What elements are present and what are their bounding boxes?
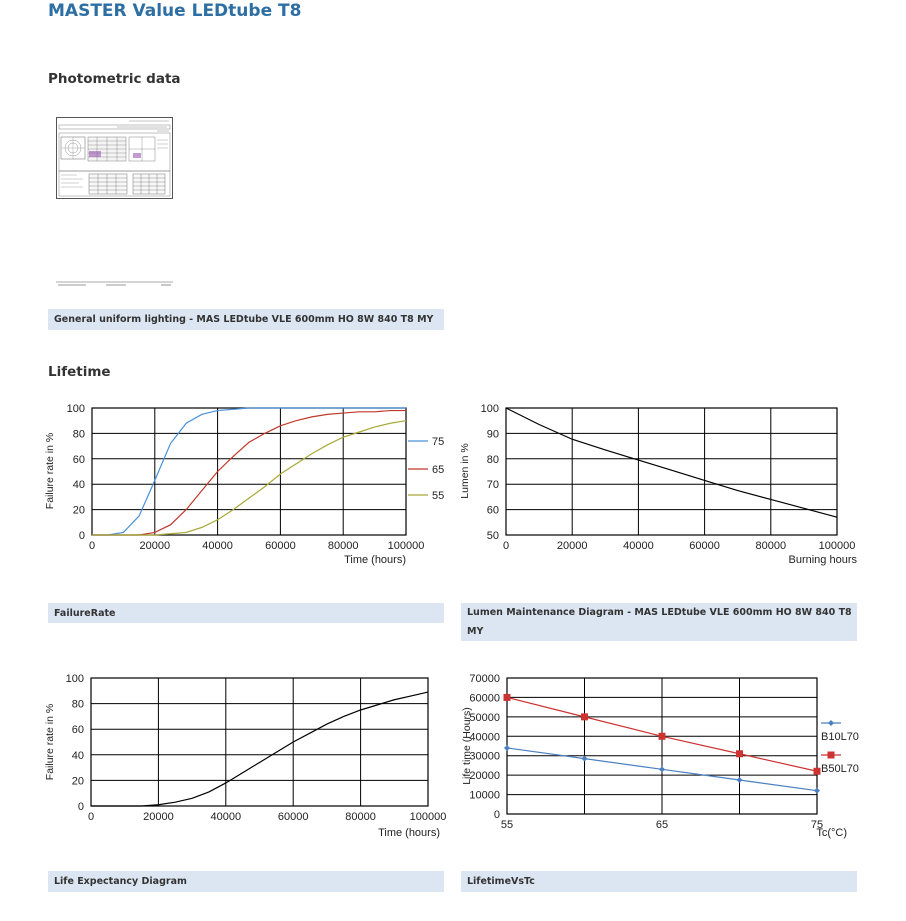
- legend-marker: [828, 720, 834, 726]
- y-tick-label: 100: [480, 403, 499, 415]
- y-tick-label: 20: [72, 504, 85, 517]
- x-tick-label: 0: [502, 540, 510, 552]
- x-tick-label: 100000: [387, 540, 425, 552]
- x-tick-label: 60000: [265, 540, 296, 552]
- x-tick-label: 40000: [623, 540, 654, 552]
- page-title: MASTER Value LEDtube T8: [48, 1, 302, 21]
- lumen-caption-line2: MY: [467, 626, 484, 637]
- plot-area-border: [91, 678, 428, 806]
- lifetime-vs-tc-caption: LifetimeVsTc: [461, 871, 857, 892]
- y-tick-label: 80: [71, 698, 84, 711]
- x-tick-label: 60000: [689, 540, 720, 552]
- x-tick-label: 0: [88, 540, 96, 552]
- y-tick-label: 100: [66, 403, 85, 415]
- legend-label: 75: [432, 436, 445, 448]
- plot-area-border: [506, 408, 837, 535]
- y-tick-label: 20000: [469, 770, 500, 783]
- x-tick-label: 80000: [327, 540, 359, 552]
- x-tick-label: 20000: [143, 811, 174, 823]
- y-tick-label: 50: [486, 530, 499, 542]
- data-point-diamond: [659, 766, 665, 772]
- x-tick-label: 40000: [202, 540, 233, 552]
- datasheet-thumbnail-graphic: [57, 118, 172, 198]
- data-point-diamond: [582, 756, 588, 762]
- y-tick-label: 10000: [469, 789, 500, 802]
- x-tick-label: 60000: [277, 811, 309, 823]
- data-point-square: [814, 768, 821, 775]
- y-axis-label: Failure rate in %: [44, 432, 56, 510]
- photometric-datasheet-thumbnail: [56, 117, 173, 199]
- failure-rate-caption: FailureRate: [48, 603, 444, 623]
- failure-rate-chart: [40, 398, 450, 573]
- y-axis-label: Life time (Hours): [461, 707, 473, 785]
- y-tick-label: 80: [486, 453, 499, 466]
- y-tick-label: 40000: [469, 731, 500, 744]
- x-tick-label: 55: [500, 819, 514, 831]
- data-point-diamond: [504, 745, 510, 751]
- y-tick-label: 60: [72, 453, 85, 466]
- legend-label: 65: [432, 464, 445, 476]
- y-tick-label: 30000: [469, 750, 500, 763]
- x-axis-label: Tc(°C): [816, 827, 847, 839]
- x-tick-label: 20000: [556, 540, 588, 552]
- x-tick-label: 20000: [139, 540, 171, 552]
- y-axis-label: Lumen in %: [459, 443, 471, 499]
- photometric-caption: General uniform lighting - MAS LEDtube VLE 600mm HO 8W 840 T8 MY: [48, 309, 444, 330]
- y-tick-label: 60: [71, 724, 84, 737]
- x-tick-label: 80000: [755, 540, 787, 552]
- life-expectancy-chart: [40, 668, 450, 848]
- x-tick-label: 100000: [409, 811, 447, 823]
- lumen-maintenance-caption: [461, 603, 857, 641]
- y-tick-label: 40: [71, 749, 84, 762]
- x-tick-label: 40000: [210, 811, 242, 823]
- series-line: [506, 408, 837, 517]
- data-point-square: [736, 750, 743, 757]
- series-line: [92, 421, 406, 535]
- lifetime-vs-tc-chart: [455, 668, 865, 848]
- x-tick-label: 75: [810, 819, 824, 831]
- legend-label: 55: [432, 490, 445, 502]
- x-axis-label: Time (hours): [378, 827, 440, 839]
- data-point-square: [504, 694, 511, 701]
- x-tick-label: 100000: [818, 540, 856, 552]
- y-tick-label: 60: [486, 504, 499, 517]
- y-tick-label: 20: [71, 775, 84, 788]
- y-tick-label: 80: [72, 428, 85, 441]
- legend-label: B50L70: [821, 763, 859, 775]
- x-axis-label: Burning hours: [788, 554, 857, 566]
- y-tick-label: 90: [486, 428, 499, 441]
- data-point-square: [659, 733, 666, 740]
- life-expectancy-caption: Life Expectancy Diagram: [48, 871, 444, 892]
- datasheet-thumbnail-footer: [56, 281, 174, 287]
- y-axis-label: Failure rate in %: [44, 703, 56, 781]
- data-point-diamond: [737, 777, 743, 783]
- y-tick-label: 0: [78, 530, 85, 542]
- y-tick-label: 40: [72, 479, 85, 492]
- y-tick-label: 70: [486, 479, 499, 492]
- y-tick-label: 50000: [469, 711, 500, 724]
- y-tick-label: 0: [493, 809, 500, 821]
- y-tick-label: 60000: [469, 692, 500, 705]
- lumen-caption-line1: Lumen Maintenance Diagram - MAS LEDtube VLE 600mm HO 8W 840 T8: [467, 607, 852, 618]
- y-tick-label: 70000: [469, 673, 500, 685]
- series-line: [91, 692, 428, 806]
- lifetime-heading: Lifetime: [48, 364, 111, 380]
- legend-marker: [828, 752, 835, 759]
- legend-label: B10L70: [821, 731, 859, 743]
- photometric-heading: Photometric data: [48, 71, 181, 87]
- series-line: [92, 408, 406, 535]
- data-point-diamond: [814, 788, 820, 794]
- x-tick-label: 80000: [345, 811, 376, 823]
- x-axis-label: Time (hours): [344, 554, 406, 566]
- x-tick-label: 0: [87, 811, 95, 823]
- data-point-square: [581, 713, 588, 720]
- x-tick-label: 65: [655, 819, 669, 831]
- y-tick-label: 0: [77, 801, 84, 813]
- lumen-maintenance-chart: [455, 398, 865, 573]
- y-tick-label: 100: [65, 673, 84, 685]
